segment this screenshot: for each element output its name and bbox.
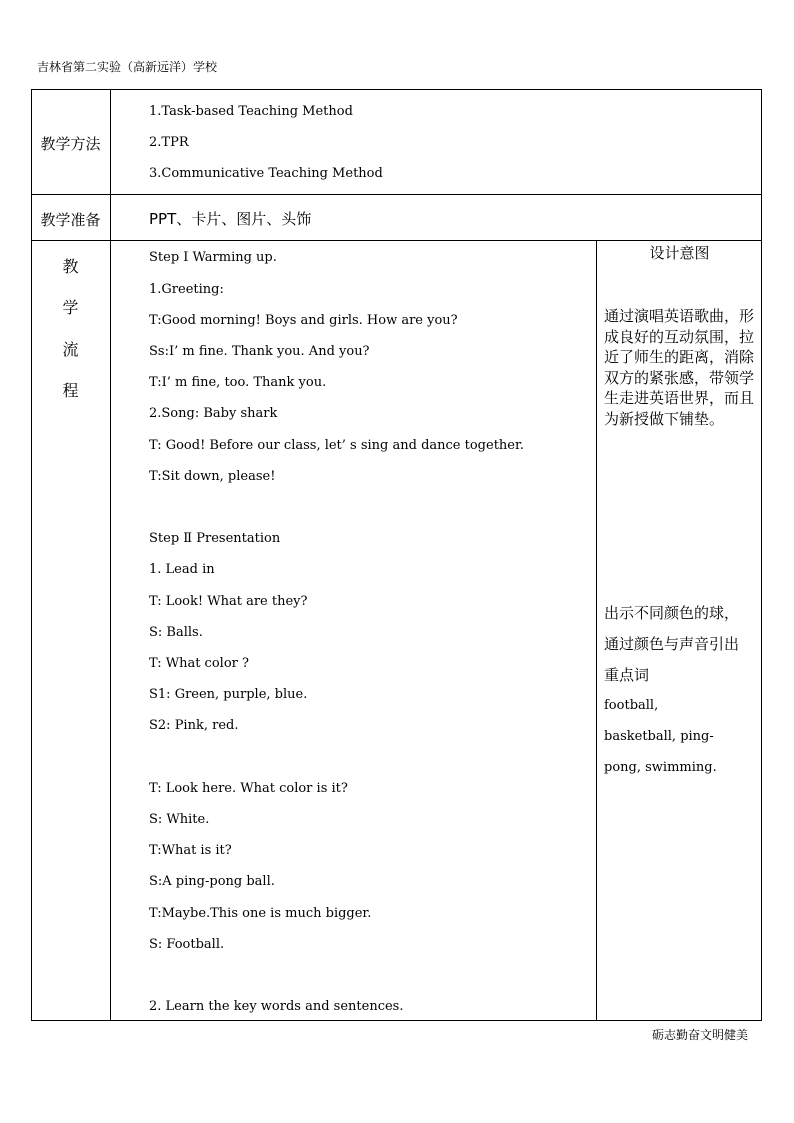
process-line: S2: Pink, red. xyxy=(149,718,239,733)
process-label-char: 教 xyxy=(62,257,79,276)
row-divider xyxy=(31,240,762,241)
process-line: 2.Song: Baby shark xyxy=(149,406,278,421)
method-item: 2.TPR xyxy=(149,135,189,150)
process-line: T:Sit down, please! xyxy=(149,469,276,484)
process-label-char: 程 xyxy=(62,381,79,400)
method-item: 3.Communicative Teaching Method xyxy=(149,166,383,181)
preparation-label: 教学准备 xyxy=(40,211,101,229)
design-intent-line: 出示不同颜色的球， xyxy=(604,604,740,622)
column-divider xyxy=(110,89,111,1021)
process-line: Step Ⅰ Warming up. xyxy=(149,250,277,265)
key-word-line: basketball, ping- xyxy=(604,729,714,744)
methods-label: 教学方法 xyxy=(40,135,101,153)
process-line: T:Maybe.This one is much bigger. xyxy=(149,906,372,921)
process-line: T:I’ m fine, too. Thank you. xyxy=(149,375,327,390)
process-label-char: 学 xyxy=(62,298,79,317)
process-line: S: Balls. xyxy=(149,625,203,640)
process-line: T: Look here. What color is it? xyxy=(149,781,348,796)
process-line: 2. Learn the key words and sentences. xyxy=(149,999,404,1014)
column-divider xyxy=(596,240,597,1021)
key-word-line: pong, swimming. xyxy=(604,760,717,775)
process-line: T: What color ? xyxy=(149,656,249,671)
row-divider xyxy=(31,194,762,195)
design-intent-line: 重点词 xyxy=(604,666,650,684)
process-line: T: Look! What are they? xyxy=(149,594,308,609)
design-intent-title: 设计意图 xyxy=(649,244,710,262)
process-line: 1. Lead in xyxy=(149,562,215,577)
process-line: S: Football. xyxy=(149,937,225,952)
design-intent-line: 通过颜色与声音引出 xyxy=(604,635,740,653)
school-header: 吉林省第二实验（高新远洋）学校 xyxy=(37,60,218,74)
lesson-plan-table xyxy=(31,89,762,1021)
process-line: Ss:I’ m fine. Thank you. And you? xyxy=(149,344,370,359)
process-line: S: White. xyxy=(149,812,210,827)
process-label-char: 流 xyxy=(62,340,79,359)
preparation-value: PPT、卡片、图片、头饰 xyxy=(149,210,312,228)
key-word-line: football, xyxy=(604,698,659,713)
process-line: 1.Greeting: xyxy=(149,282,224,297)
process-line: T:Good morning! Boys and girls. How are you? xyxy=(149,313,458,328)
process-line: T:What is it? xyxy=(149,843,232,858)
process-line: T: Good! Before our class, let’ s sing and dance together. xyxy=(149,438,524,453)
method-item: 1.Task-based Teaching Method xyxy=(149,104,353,119)
process-line: Step Ⅱ Presentation xyxy=(149,531,281,546)
school-motto-footer: 砺志勤奋文明健美 xyxy=(651,1028,748,1042)
process-line: S:A ping-pong ball. xyxy=(149,874,275,889)
process-line: S1: Green, purple, blue. xyxy=(149,687,308,702)
design-intent-paragraph: 通过演唱英语歌曲，形成良好的互动氛围，拉近了师生的距离，消除双方的紧张感，带领学生走进英语世界，而且为新授做下铺垫。 xyxy=(604,307,755,428)
